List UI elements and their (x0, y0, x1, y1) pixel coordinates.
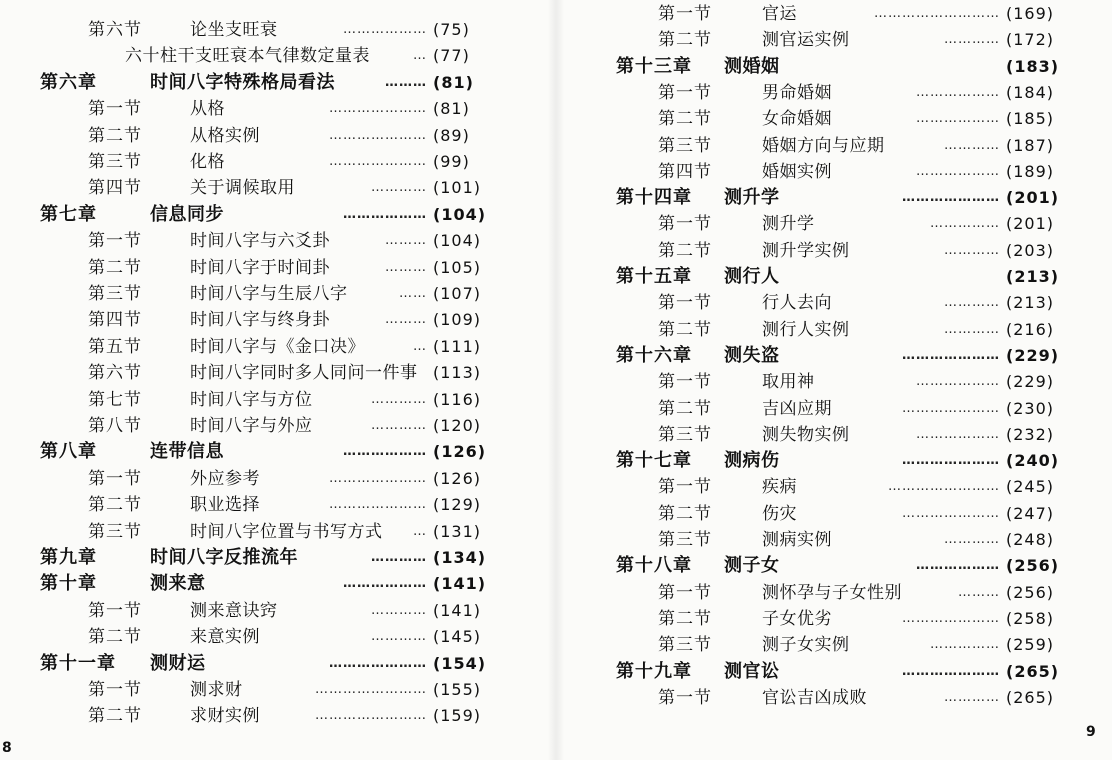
toc-page-number: (216) (1006, 319, 1055, 339)
toc-entry-label: 第二节 (658, 240, 712, 261)
toc-section-entry (556, 369, 1112, 395)
toc-entry-title: 测升学 (724, 187, 780, 209)
toc-dot-leader: ………………… (329, 101, 427, 117)
toc-dot-leader: ………… (944, 32, 1000, 48)
toc-section-entry (0, 598, 556, 624)
toc-section-entry (556, 580, 1112, 606)
toc-page-number: (145) (433, 627, 482, 647)
toc-entry-title: 测求财 (190, 680, 243, 700)
toc-page-number: (172) (1006, 30, 1055, 50)
toc-entry-title: 时间八字与《金口决》 (190, 336, 365, 357)
toc-dot-leader: ………… (371, 602, 427, 618)
toc-page-number: (120) (433, 416, 482, 435)
toc-chapter-entry (0, 70, 556, 96)
toc-section-entry (556, 606, 1112, 632)
toc-dot-leader: …………………… (888, 479, 1000, 495)
toc-page-number: (229) (1006, 372, 1055, 392)
toc-entry-title: 测怀孕与子女性别 (762, 582, 902, 603)
toc-page-number: (141) (433, 574, 487, 594)
toc-page-number: (129) (433, 495, 482, 515)
toc-entry-label: 第六章 (40, 71, 97, 93)
toc-dot-leader: ……… (385, 312, 427, 328)
toc-entry-label: 第三节 (88, 152, 142, 172)
toc-section-entry (556, 106, 1112, 132)
toc-dot-leader: ………………… (902, 347, 1000, 363)
toc-entry-label: 第二节 (88, 495, 142, 516)
toc-entry-label: 第二节 (658, 30, 712, 51)
toc-dot-leader: ………………… (902, 453, 1000, 469)
toc-page-number: (111) (433, 336, 482, 356)
toc-entry-label: 第五节 (88, 336, 142, 357)
toc-entry-title: 时间八字与终身卦 (190, 310, 330, 331)
toc-page-number: (99) (433, 152, 470, 171)
toc-entry-label: 第八章 (40, 441, 97, 463)
toc-dot-leader: ………………… (902, 190, 1000, 206)
toc-dot-leader: ……………… (343, 444, 427, 460)
toc-dot-leader: ………………… (329, 470, 427, 486)
toc-chapter-entry (0, 545, 556, 571)
toc-entry-title: 测失盗 (724, 344, 780, 366)
toc-entry-label: 第一节 (88, 468, 142, 489)
toc-dot-leader: ……………… (343, 206, 427, 222)
toc-entry-label: 第十七章 (616, 450, 692, 472)
toc-page-number: (201) (1006, 214, 1055, 234)
toc-entry-label: 第二节 (658, 608, 712, 629)
toc-dot-leader: …………… (930, 637, 1000, 653)
toc-dot-leader: ……… (958, 584, 1000, 600)
toc-entry-title: 时间八字位置与书写方式 (190, 521, 383, 542)
toc-section-entry (556, 1, 1112, 27)
toc-page-number: (154) (433, 653, 487, 673)
toc-dot-leader: ……………… (916, 163, 1000, 179)
toc-page-number: (247) (1006, 503, 1055, 523)
toc-page-number: (256) (1006, 556, 1060, 576)
toc-page-number: (116) (433, 389, 482, 409)
toc-entry-title: 伤灾 (762, 503, 797, 524)
toc-chapter-entry (0, 571, 556, 597)
toc-page-number: (201) (1006, 188, 1060, 208)
toc-page-number: (131) (433, 521, 482, 541)
toc-dot-leader: ………………… (902, 610, 1000, 626)
toc-entry-title: 关于调候取用 (190, 178, 295, 199)
toc-dot-leader: ………………… (902, 505, 1000, 521)
toc-dot-leader: ………… (371, 550, 427, 565)
toc-entry-title: 时间八字反推流年 (150, 547, 298, 568)
toc-entry-label: 第二节 (658, 398, 712, 419)
toc-entry-label: 第十章 (40, 573, 97, 595)
toc-entry-label: 第七章 (40, 203, 97, 225)
toc-section-entry (0, 281, 556, 307)
toc-dot-leader: ……………… (916, 84, 1000, 100)
toc-entry-title: 测子女实例 (762, 635, 850, 656)
toc-section-entry (0, 519, 556, 545)
toc-dot-leader: ……………………… (874, 6, 1000, 21)
toc-entry-label: 第六节 (88, 363, 142, 384)
toc-section-entry (0, 228, 556, 254)
toc-entry-title: 外应参考 (190, 468, 260, 489)
toc-section-entry (556, 501, 1112, 527)
toc-dot-leader: … (413, 523, 427, 539)
toc-section-entry (556, 527, 1112, 553)
toc-entry-title: 测来意 (150, 573, 206, 595)
toc-section-entry (556, 238, 1112, 264)
toc-section-entry (556, 685, 1112, 711)
toc-entry-title: 化格 (190, 152, 225, 172)
toc-dot-leader: ……… (385, 74, 427, 90)
toc-entry-title: 来意实例 (190, 627, 260, 648)
toc-dot-leader: ……………… (916, 558, 1000, 574)
toc-entry-label: 第一节 (658, 293, 712, 314)
toc-chapter-entry (556, 448, 1112, 474)
toc-entry-label: 第二节 (658, 109, 712, 130)
toc-entry-label: 第二节 (88, 125, 142, 146)
toc-page-number: (229) (1006, 345, 1060, 365)
toc-dot-leader: ………… (944, 532, 1000, 547)
toc-section-entry (0, 43, 556, 69)
toc-page-number: (232) (1006, 424, 1055, 444)
toc-entry-title: 女命婚姻 (762, 109, 832, 130)
toc-dot-leader: ………………… (902, 400, 1000, 416)
right-page (556, 0, 1112, 760)
toc-chapter-entry (556, 54, 1112, 80)
toc-section-entry (556, 80, 1112, 106)
toc-entry-label: 第二节 (88, 627, 142, 648)
toc-page-number: (155) (433, 680, 482, 699)
toc-entry-label: 第六节 (88, 20, 142, 40)
toc-dot-leader: ………… (944, 295, 1000, 311)
toc-entry-title: 测失物实例 (762, 424, 850, 445)
toc-section-entry (0, 387, 556, 413)
toc-entry-label: 第一节 (88, 600, 142, 621)
toc-section-entry (0, 255, 556, 281)
toc-entry-title: 从格实例 (190, 125, 260, 146)
toc-page-number: (258) (1006, 608, 1055, 628)
toc-entry-label: 第一节 (658, 372, 712, 393)
toc-section-entry (0, 360, 556, 386)
toc-section-entry (556, 317, 1112, 343)
toc-entry-title: 吉凶应期 (762, 398, 832, 419)
toc-entry-label: 第十八章 (616, 555, 692, 577)
toc-chapter-entry (556, 264, 1112, 290)
toc-page-number: (81) (433, 99, 470, 119)
toc-section-entry (0, 466, 556, 492)
toc-entry-title: 婚姻实例 (762, 161, 832, 182)
toc-section-entry (0, 175, 556, 201)
toc-chapter-entry (0, 439, 556, 465)
toc-section-entry (0, 149, 556, 175)
toc-dot-leader: ………… (944, 137, 1000, 153)
toc-entry-label: 第三节 (658, 424, 712, 445)
toc-page-number: (187) (1006, 135, 1055, 155)
toc-dot-leader: ………… (944, 689, 1000, 705)
toc-section-entry (556, 474, 1112, 500)
toc-page-number: (213) (1006, 267, 1060, 286)
page-number: 9 (1086, 724, 1096, 740)
toc-entry-label: 第一节 (658, 82, 712, 103)
toc-page-number: (240) (1006, 451, 1060, 471)
toc-entry-title: 时间八字与六爻卦 (190, 231, 330, 252)
toc-page-number: (141) (433, 600, 482, 620)
toc-entry-label: 第一节 (658, 687, 712, 708)
toc-page-number: (107) (433, 284, 482, 303)
toc-chapter-entry (556, 659, 1112, 685)
toc-dot-leader: ……………… (343, 576, 427, 592)
toc-section-entry (556, 211, 1112, 237)
toc-page-number: (109) (433, 310, 482, 330)
toc-page-number: (81) (433, 72, 474, 92)
toc-page-number: (104) (433, 204, 487, 224)
toc-entry-label: 第十一章 (40, 652, 116, 674)
toc-dot-leader: ………………… (329, 154, 427, 169)
toc-entry-title: 婚姻方向与应期 (762, 135, 885, 156)
toc-entry-title: 官运 (762, 4, 797, 24)
toc-entry-label: 第一节 (658, 582, 712, 603)
toc-entry-label: 第三节 (88, 284, 142, 304)
toc-dot-leader: ……… (385, 259, 427, 275)
toc-page-number: (213) (1006, 293, 1055, 313)
toc-entry-label: 第十九章 (616, 660, 692, 682)
toc-entry-title: 测病伤 (724, 450, 780, 472)
toc-section-entry (0, 123, 556, 149)
toc-dot-leader: …………………… (315, 682, 427, 697)
toc-dot-leader: ………………… (329, 655, 427, 671)
toc-entry-label: 第二节 (658, 319, 712, 340)
toc-section-entry (556, 290, 1112, 316)
toc-entry-label: 第三节 (658, 635, 712, 656)
toc-dot-leader: ………………… (329, 127, 427, 143)
toc-page-number: (104) (433, 231, 482, 251)
toc-entry-label: 第二节 (658, 503, 712, 524)
toc-dot-leader: ……… (385, 233, 427, 249)
toc-page-number: (230) (1006, 398, 1055, 418)
toc-dot-leader: ………… (371, 629, 427, 645)
toc-chapter-entry (0, 651, 556, 677)
toc-entry-label: 第九章 (40, 547, 97, 568)
toc-page-number: (159) (433, 706, 482, 726)
toc-entry-title: 测官运实例 (762, 30, 850, 51)
toc-page-number: (113) (433, 363, 482, 383)
toc-entry-title: 测行人实例 (762, 319, 850, 340)
toc-dot-leader: ……………… (916, 111, 1000, 127)
toc-section-entry (0, 334, 556, 360)
toc-section-entry (0, 703, 556, 729)
toc-entry-title: 取用神 (762, 372, 815, 393)
toc-entry-title: 从格 (190, 99, 225, 120)
toc-entry-title: 时间八字特殊格局看法 (150, 71, 335, 93)
toc-entry-title: 信息同步 (150, 203, 224, 225)
toc-chapter-entry (0, 202, 556, 228)
toc-page-number: (245) (1006, 477, 1055, 497)
toc-dot-leader: …… (399, 286, 427, 301)
toc-dot-leader: …………………… (315, 708, 427, 724)
toc-page-number: (105) (433, 257, 482, 277)
toc-section-entry (0, 492, 556, 518)
toc-page-number: (77) (433, 46, 470, 66)
toc-entry-label: 第十三章 (616, 55, 692, 77)
toc-entry-label: 第三节 (658, 530, 712, 550)
toc-entry-label: 第三节 (658, 135, 712, 156)
toc-entry-title: 男命婚姻 (762, 82, 832, 103)
toc-page-number: (256) (1006, 582, 1055, 602)
toc-dot-leader: ………………… (329, 497, 427, 513)
toc-chapter-entry (556, 343, 1112, 369)
toc-dot-leader: ………………… (902, 663, 1000, 679)
toc-page-number: (126) (433, 442, 487, 462)
toc-entry-title: 时间八字于时间卦 (190, 257, 330, 278)
toc-page-number: (265) (1006, 661, 1060, 681)
toc-entry-label: 第十四章 (616, 187, 692, 209)
toc-page-number: (184) (1006, 82, 1055, 102)
toc-entry-title: 测婚姻 (724, 55, 780, 77)
toc-section-entry (0, 413, 556, 439)
toc-entry-title: 测行人 (724, 266, 780, 287)
toc-section-entry (556, 159, 1112, 185)
toc-entry-label: 第四节 (88, 310, 142, 331)
toc-section-entry (0, 96, 556, 122)
toc-entry-label: 第十五章 (616, 266, 692, 287)
page-number: 8 (2, 740, 12, 756)
toc-section-entry (0, 624, 556, 650)
toc-section-entry (556, 396, 1112, 422)
toc-entry-title: 行人去向 (762, 293, 832, 314)
toc-entry-title: 六十柱干支旺衰本气律数定量表 (125, 46, 370, 67)
toc-section-entry (0, 307, 556, 333)
toc-page-number: (169) (1006, 4, 1055, 23)
toc-entry-title: 论坐支旺衰 (190, 20, 278, 40)
toc-entry-title: 测来意诀窍 (190, 600, 278, 621)
toc-entry-label: 第二节 (88, 706, 142, 727)
toc-dot-leader: ………… (944, 321, 1000, 337)
toc-entry-label: 第二节 (88, 257, 142, 278)
toc-entry-label: 第一节 (658, 477, 712, 498)
toc-entry-title: 子女优劣 (762, 608, 832, 629)
toc-entry-title: 测官讼 (724, 660, 780, 682)
toc-page-number: (101) (433, 178, 482, 198)
toc-page-number: (134) (433, 548, 487, 567)
toc-section-entry (556, 27, 1112, 53)
toc-page-number: (259) (1006, 635, 1055, 655)
toc-entry-title: 连带信息 (150, 441, 224, 463)
toc-entry-label: 第一节 (658, 4, 712, 24)
toc-entry-label: 第一节 (658, 214, 712, 235)
toc-entry-label: 第十六章 (616, 344, 692, 366)
toc-page-number: (189) (1006, 161, 1055, 181)
toc-page-number: (126) (433, 468, 482, 488)
toc-entry-title: 测升学 (762, 214, 815, 235)
toc-page-number: (265) (1006, 687, 1055, 707)
toc-entry-label: 第一节 (88, 231, 142, 252)
toc-entry-title: 求财实例 (190, 706, 260, 727)
toc-dot-leader: ………… (944, 242, 1000, 258)
toc-dot-leader: ……………… (343, 22, 427, 37)
toc-entry-title: 时间八字与方位 (190, 389, 313, 410)
toc-dot-leader: … (413, 338, 427, 354)
toc-dot-leader: ……………… (916, 374, 1000, 390)
toc-dot-leader: ……………… (916, 426, 1000, 442)
toc-page-number: (185) (1006, 109, 1055, 129)
toc-entry-title: 官讼吉凶成败 (762, 687, 867, 708)
toc-section-entry (556, 133, 1112, 159)
toc-chapter-entry (556, 185, 1112, 211)
toc-page-number: (203) (1006, 240, 1055, 260)
toc-entry-label: 第三节 (88, 521, 142, 542)
toc-entry-title: 测财运 (150, 652, 206, 674)
toc-entry-title: 疾病 (762, 477, 797, 498)
toc-entry-title: 时间八字与外应 (190, 416, 313, 436)
toc-entry-title: 测升学实例 (762, 240, 850, 261)
toc-dot-leader: ………… (371, 418, 427, 433)
toc-entry-label: 第一节 (88, 99, 142, 120)
toc-entry-label: 第七节 (88, 389, 142, 410)
toc-section-entry (556, 632, 1112, 658)
toc-section-entry (0, 677, 556, 703)
toc-entry-title: 测子女 (724, 555, 780, 577)
toc-chapter-entry (556, 553, 1112, 579)
toc-entry-title: 职业选择 (190, 495, 260, 516)
toc-entry-label: 第八节 (88, 416, 142, 436)
toc-entry-label: 第四节 (88, 178, 142, 199)
toc-page-number: (75) (433, 20, 470, 39)
toc-dot-leader: …………… (930, 216, 1000, 232)
toc-entry-title: 测病实例 (762, 530, 832, 550)
toc-section-entry (556, 422, 1112, 448)
toc-dot-leader: … (413, 48, 427, 64)
toc-dot-leader: ………… (371, 180, 427, 196)
toc-page-number: (183) (1006, 56, 1060, 76)
toc-dot-leader: ………… (371, 391, 427, 407)
toc-entry-label: 第四节 (658, 161, 712, 182)
toc-entry-title: 时间八字同时多人同问一件事 (190, 363, 418, 384)
toc-entry-title: 时间八字与生辰八字 (190, 284, 348, 304)
toc-entry-label: 第一节 (88, 680, 142, 700)
toc-page-number: (89) (433, 125, 470, 145)
toc-page-number: (248) (1006, 530, 1055, 549)
toc-section-entry (0, 17, 556, 43)
